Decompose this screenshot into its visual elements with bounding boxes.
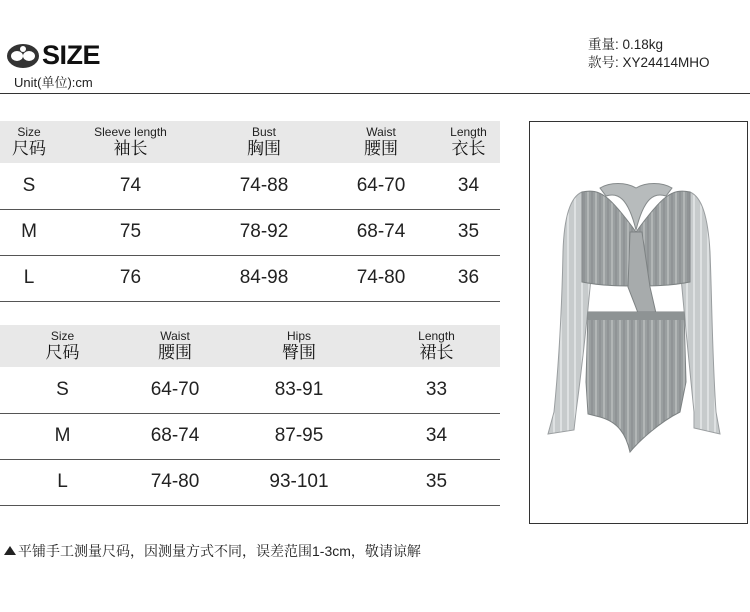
header-divider: [0, 93, 750, 94]
table-cell: 74-80: [125, 459, 225, 505]
header-waist: Waist 腰围: [158, 329, 192, 362]
outfit-illustration: [530, 122, 747, 523]
table-row: [0, 209, 500, 255]
table-header-row: [0, 121, 500, 163]
table-cell: 84-98: [203, 255, 325, 301]
header-waist: Waist 腰围: [364, 125, 398, 158]
header-hips: Hips 臀围: [282, 329, 316, 362]
table-cell: 68-74: [325, 209, 437, 255]
skirt-size-table: [0, 325, 500, 506]
top-size-table: [0, 121, 500, 302]
table-row: [0, 413, 500, 459]
table-row: [0, 367, 500, 413]
header-size: Size 尺码: [12, 125, 46, 158]
brand-title: SIZE: [42, 40, 101, 70]
table-header-row: [0, 325, 500, 367]
header-skirt-length: Length 裙长: [418, 329, 455, 362]
table-cell: 75: [58, 209, 203, 255]
table-row: [0, 255, 500, 301]
header: [0, 0, 750, 94]
table-cell: 93-101: [225, 459, 373, 505]
table-cell: S: [0, 367, 125, 413]
table-cell: M: [0, 413, 125, 459]
note-text: 平铺手工测量尺码，因测量方式不同，误差范围1-3cm，敬请谅解: [18, 543, 421, 559]
table-cell: 68-74: [125, 413, 225, 459]
table-cell: 78-92: [203, 209, 325, 255]
table-cell: 83-91: [225, 367, 373, 413]
table-cell: 35: [373, 459, 500, 505]
table-cell: 36: [437, 255, 500, 301]
table-cell: 87-95: [225, 413, 373, 459]
table-cell: 74: [58, 163, 203, 209]
product-photo: [529, 121, 748, 524]
table-cell: 74-80: [325, 255, 437, 301]
table-cell: 64-70: [325, 163, 437, 209]
table-cell: S: [0, 163, 58, 209]
table-cell: 74-88: [203, 163, 325, 209]
brand-logo-icon: [6, 42, 40, 70]
product-meta: [588, 36, 738, 72]
table-cell: L: [0, 255, 58, 301]
table-cell: M: [0, 209, 58, 255]
triangle-icon: [4, 546, 16, 555]
table-cell: 33: [373, 367, 500, 413]
header-sleeve-length: Sleeve length 袖长: [94, 125, 167, 158]
table-cell: 76: [58, 255, 203, 301]
table-cell: 64-70: [125, 367, 225, 413]
header-bust: Bust 胸围: [247, 125, 281, 158]
table-cell: 34: [437, 163, 500, 209]
unit-label: Unit(单位):cm: [14, 75, 93, 90]
table-cell: L: [0, 459, 125, 505]
header-size: Size 尺码: [45, 329, 80, 362]
measurement-note: [4, 541, 421, 561]
table-cell: 35: [437, 209, 500, 255]
header-length: Length 衣长: [450, 125, 487, 158]
table-row: [0, 459, 500, 505]
table-row: [0, 163, 500, 209]
model-number-text: 款号: XY24414MHO: [588, 55, 710, 70]
table-cell: 34: [373, 413, 500, 459]
weight-text: 重量: 0.18kg: [588, 37, 664, 52]
